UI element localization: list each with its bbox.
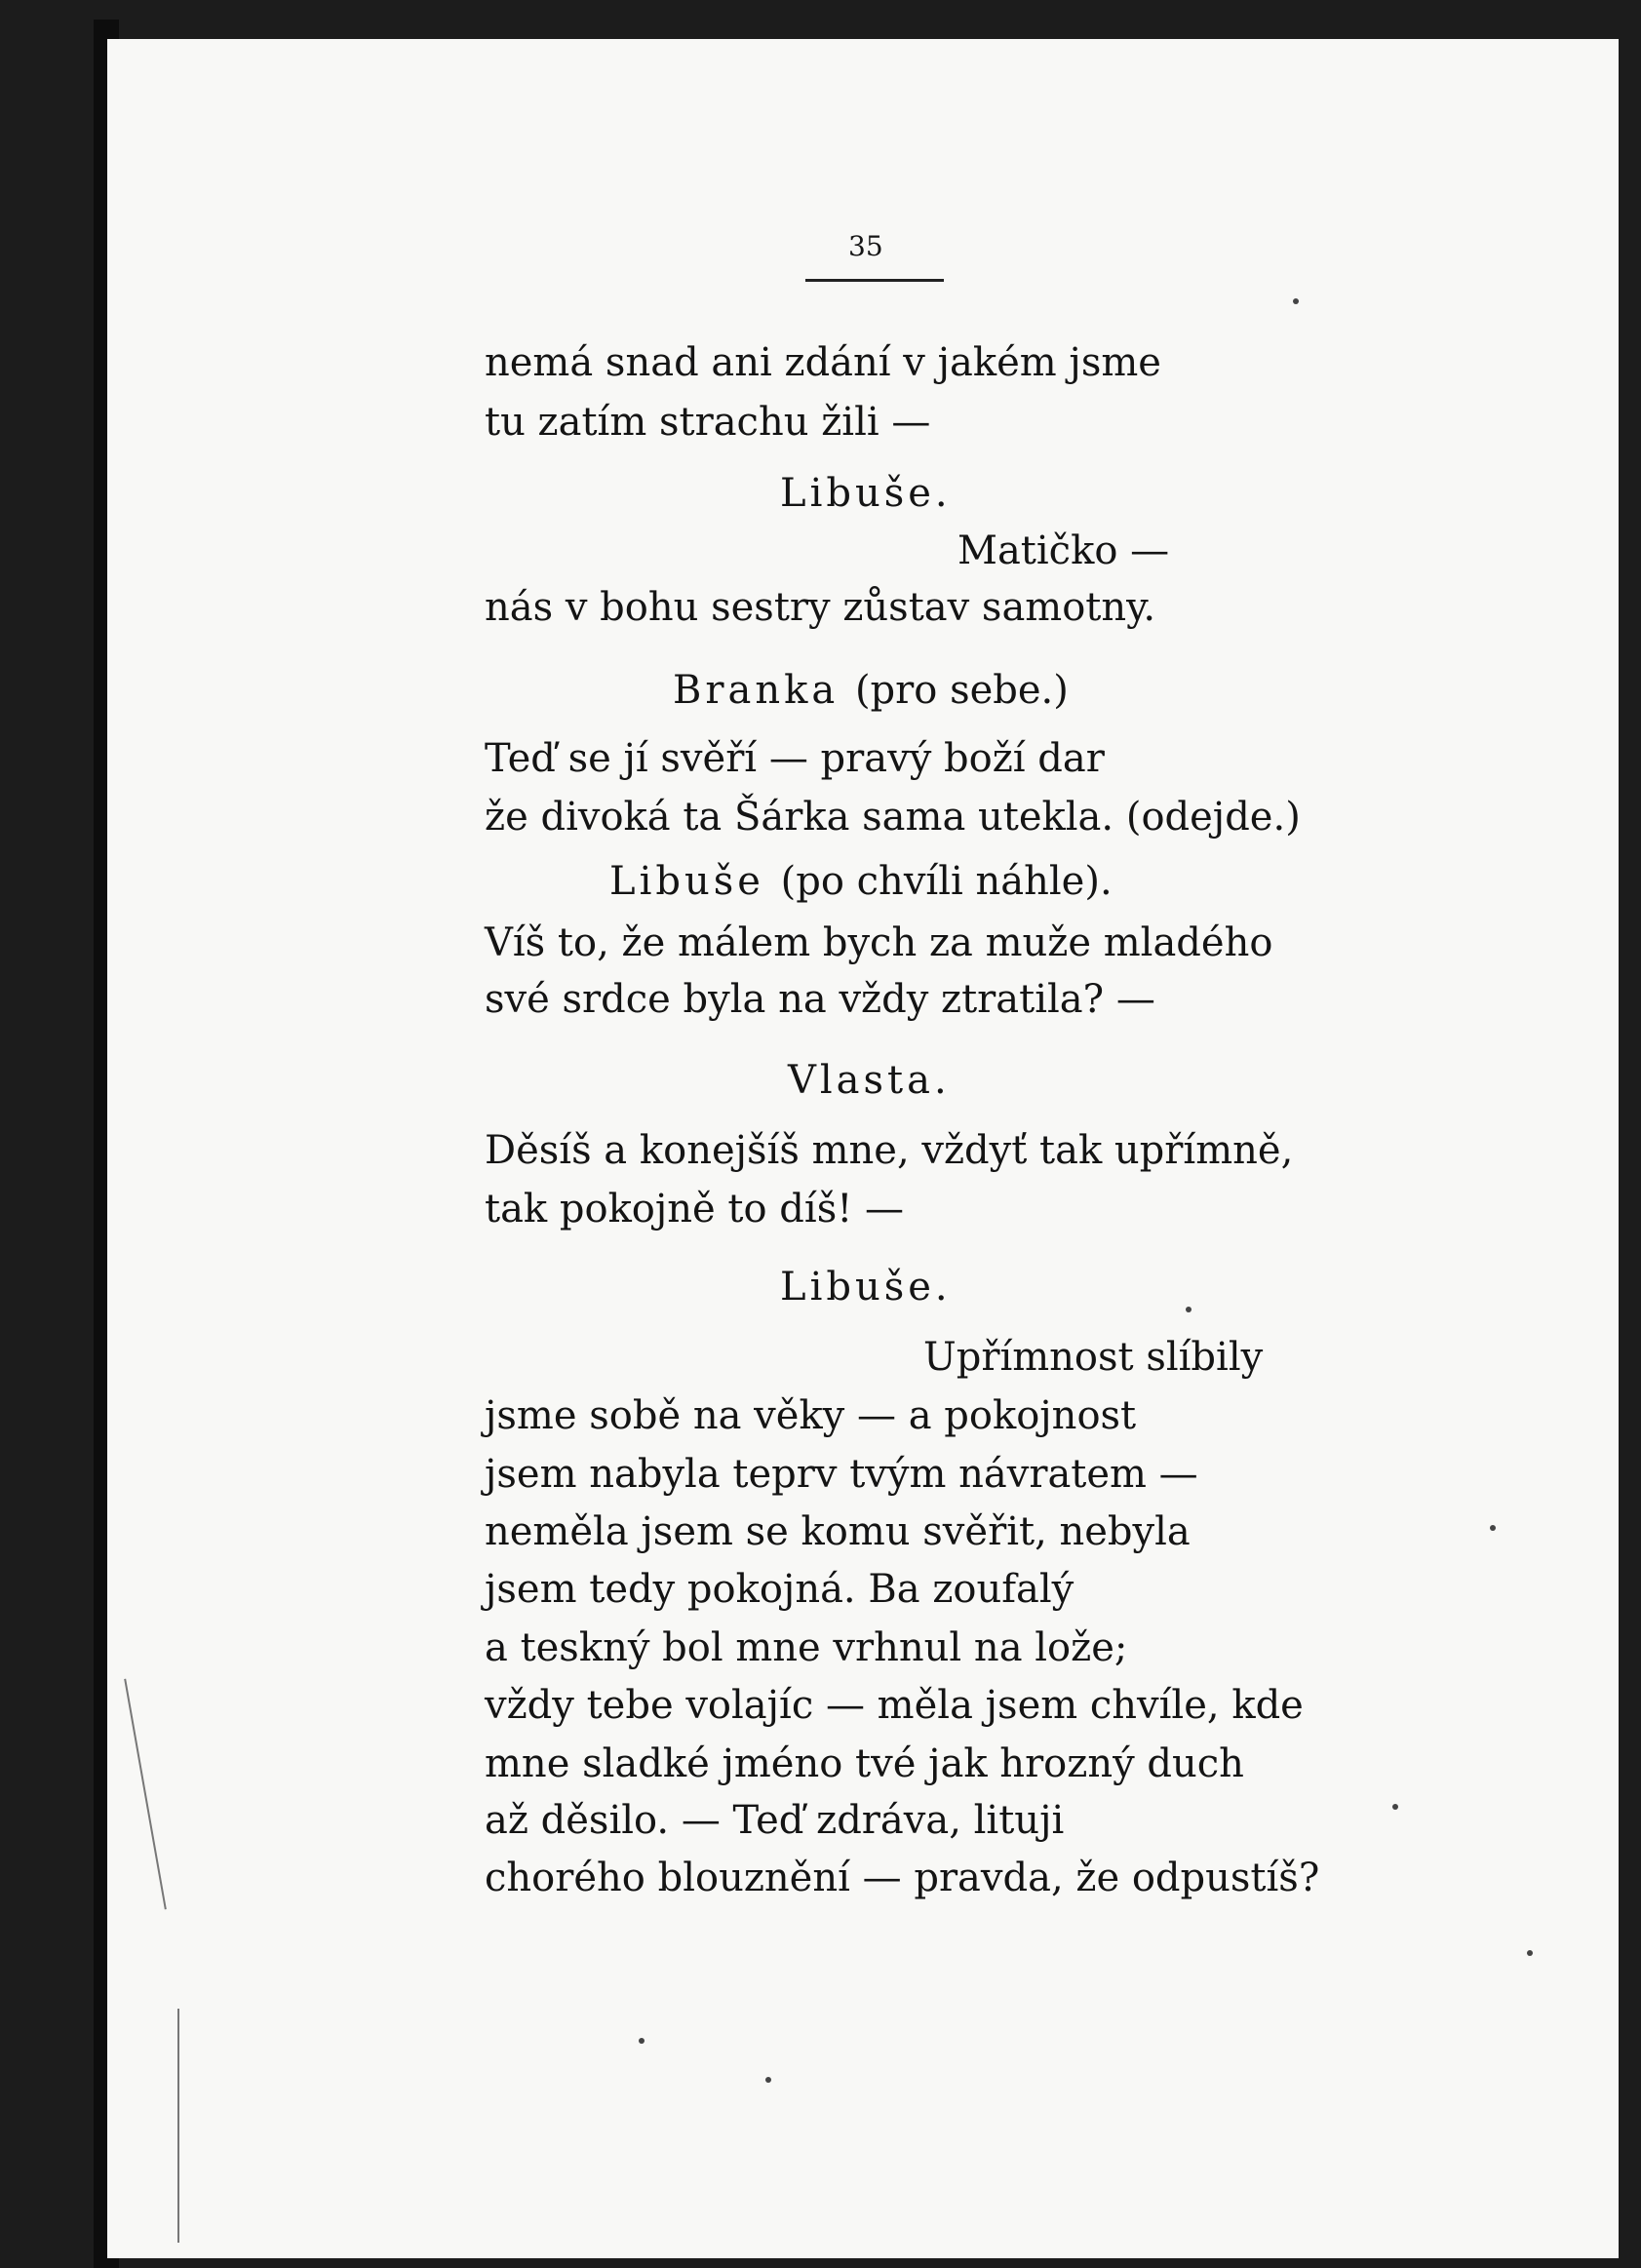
stage-direction: (po chvíli náhle).: [780, 859, 1113, 904]
speaker-name: Libuše: [609, 859, 764, 904]
verse-line: neměla jsem se komu svěřit, nebyla: [485, 1509, 1191, 1554]
scan-speck: [1186, 1307, 1192, 1312]
verse-line: až děsilo. — Teď zdráva, lituji: [485, 1798, 1065, 1843]
verse-line: a teskný bol mne vrhnul na lože;: [485, 1625, 1128, 1670]
verse-line: mne sladké jméno tvé jak hrozný duch: [485, 1741, 1244, 1786]
verse-line: jsem tedy pokojná. Ba zoufalý: [485, 1567, 1074, 1612]
scan-speck: [639, 2038, 645, 2044]
verse-line: jsme sobě na věky — a pokojnost: [485, 1393, 1137, 1438]
scan-scratch: [177, 2009, 179, 2243]
speaker-heading: Libuše.: [780, 471, 952, 516]
verse-line: své srdce byla na vždy ztratila? —: [485, 977, 1155, 1022]
stage-direction: (pro sebe.): [854, 668, 1069, 713]
speaker-heading: [673, 668, 1069, 713]
verse-line: Matičko —: [957, 528, 1170, 573]
scan-speck: [1392, 1804, 1398, 1810]
scan-speck: [1490, 1525, 1496, 1531]
verse-line: chorého blouznění — pravda, že odpustíš?: [485, 1856, 1320, 1900]
verse-line: tak pokojně to díš! —: [485, 1187, 905, 1232]
verse-line: Teď se jí svěří — pravý boží dar: [485, 736, 1105, 781]
verse-line: Upřímnost slíbily: [923, 1335, 1264, 1380]
verse-line: že divoká ta Šárka sama utekla. (odejde.): [485, 795, 1301, 840]
scan-speck: [1293, 298, 1299, 304]
verse-line: Děsíš a konejšíš mne, vždyť tak upřímně,: [485, 1128, 1294, 1173]
verse-line: nás v bohu sestry zůstav samotny.: [485, 585, 1156, 630]
page-number-rule: [805, 279, 944, 282]
speaker-heading: [609, 859, 1113, 904]
speaker-heading: Vlasta.: [788, 1058, 951, 1103]
speaker-heading: Libuše.: [780, 1265, 952, 1310]
verse-line: nemá snad ani zdání v jakém jsme: [485, 340, 1161, 385]
verse-line: vždy tebe volajíc — měla jsem chvíle, kde: [485, 1683, 1304, 1728]
verse-line: jsem nabyla teprv tvým návratem —: [485, 1452, 1198, 1497]
verse-line: Víš to, že málem bych za muže mladého: [485, 920, 1273, 965]
page-number: 35: [848, 230, 883, 262]
speaker-name: Branka: [673, 668, 840, 713]
verse-line: tu zatím strachu žili —: [485, 400, 931, 445]
scan-speck: [765, 2077, 771, 2083]
scan-speck: [1527, 1950, 1533, 1956]
